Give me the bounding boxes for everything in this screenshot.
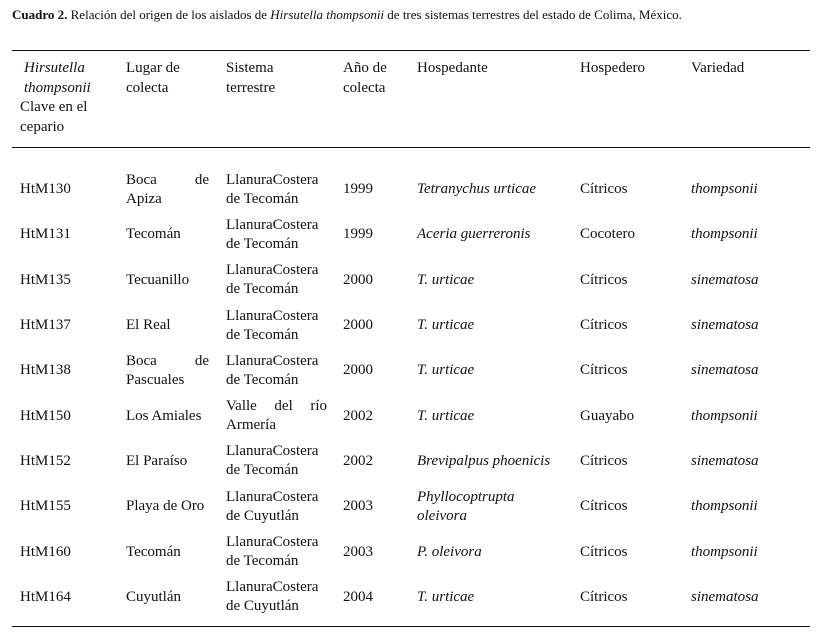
cell-hospedero: [580, 393, 634, 438]
cell-anio-text: 1999: [343, 181, 373, 198]
cell-variedad-text: thompsonii: [691, 407, 758, 424]
cell-clave: [20, 348, 71, 393]
caption-text-end: de tres sistemas terrestres del estado de Colima, México.: [384, 7, 682, 22]
cell-anio-text: 2003: [343, 543, 373, 560]
cell-anio: [343, 439, 373, 484]
cell-sistema-text: LlanuraCostera de Tecomán: [226, 352, 319, 388]
table-row: [0, 303, 822, 348]
cell-sistema-text: LlanuraCostera de Tecomán: [226, 216, 319, 252]
cell-lugar: [126, 258, 209, 303]
cell-anio: [343, 258, 373, 303]
cell-hospedante-text: Phyllocoptrupta oleivora: [417, 488, 515, 524]
cell-sistema: [226, 439, 327, 484]
cell-variedad: [691, 575, 759, 620]
bottom-rule: [12, 626, 810, 627]
cell-hospedero-text: Cítricos: [580, 317, 628, 334]
cell-hospedero-text: Guayabo: [580, 407, 635, 424]
cell-anio: [343, 529, 373, 574]
cell-clave-text: HtM131: [20, 226, 71, 243]
cell-lugar: [126, 167, 209, 212]
cell-hospedero-text: Cítricos: [580, 362, 628, 379]
cell-hospedero: [580, 212, 635, 257]
cell-sistema: [226, 529, 327, 574]
cell-hospedante-text: Aceria guerreronis: [417, 226, 531, 243]
cell-variedad-text: sinematosa: [691, 362, 759, 379]
table-row: [0, 439, 822, 484]
cell-hospedero: [580, 529, 628, 574]
cell-sistema: [226, 167, 327, 212]
cell-lugar-text: El Real: [126, 317, 171, 334]
cell-sistema-text: LlanuraCostera de Cuyutlán: [226, 579, 319, 615]
cell-lugar: [126, 348, 209, 393]
cell-clave-text: HtM137: [20, 317, 71, 334]
cell-variedad: [691, 439, 759, 484]
cell-hospedero-text: Cítricos: [580, 181, 628, 198]
cell-anio: [343, 303, 373, 348]
caption-text: Relación del origen de los aislados de: [67, 7, 271, 22]
cell-hospedante-text: T. urticae: [417, 271, 475, 288]
cell-hospedero-text: Cítricos: [580, 271, 628, 288]
cell-hospedante-text: Tetranychus urticae: [417, 181, 537, 198]
cell-sistema: [226, 484, 327, 529]
table-row: [0, 575, 822, 620]
cell-clave-text: HtM164: [20, 588, 71, 605]
header-clave-text: Clave en el cepario: [20, 99, 88, 135]
cell-anio: [343, 167, 373, 212]
cell-sistema: [226, 303, 327, 348]
cell-hospedero-text: Cítricos: [580, 588, 628, 605]
table-row: [0, 393, 822, 438]
cell-hospedero-text: Cítricos: [580, 498, 628, 515]
cell-clave: [20, 258, 71, 303]
cell-clave-text: HtM135: [20, 271, 71, 288]
cell-anio-text: 2002: [343, 452, 373, 469]
cell-anio-text: 2003: [343, 498, 373, 515]
caption-label: Cuadro 2.: [12, 7, 68, 22]
cell-clave: [20, 439, 71, 484]
cell-anio: [343, 575, 373, 620]
cell-hospedante: [417, 167, 567, 212]
cell-sistema-text: LlanuraCostera de Cuyutlán: [226, 488, 319, 524]
cell-sistema-text: LlanuraCostera de Tecomán: [226, 307, 319, 343]
cell-hospedante: [417, 529, 567, 574]
cell-hospedante: [417, 393, 567, 438]
cell-variedad-text: thompsonii: [691, 498, 758, 515]
table-row: [0, 484, 822, 529]
header-variedad: Variedad: [691, 60, 745, 76]
cell-lugar: [126, 303, 209, 348]
cell-sistema: [226, 212, 327, 257]
cell-anio: [343, 393, 373, 438]
cell-hospedante-text: Brevipalpus phoenicis: [417, 452, 551, 469]
header-sistema: Sistema terrestre: [226, 60, 276, 96]
cell-sistema: [226, 348, 327, 393]
cell-clave: [20, 212, 71, 257]
cell-lugar-text: El Paraíso: [126, 452, 188, 469]
cell-lugar-text: Tecomán: [126, 226, 181, 243]
cell-lugar-text: Cuyutlán: [126, 588, 181, 605]
caption-species: Hirsutella thompsonii: [270, 7, 385, 22]
cell-anio-text: 2000: [343, 271, 373, 288]
cell-sistema: [226, 575, 327, 620]
cell-anio-text: 2000: [343, 317, 373, 334]
cell-clave-text: HtM150: [20, 407, 71, 424]
cell-hospedante: [417, 439, 567, 484]
cell-anio: [343, 348, 373, 393]
cell-variedad: [691, 348, 759, 393]
cell-hospedante-text: T. urticae: [417, 362, 475, 379]
table-row: [0, 212, 822, 257]
cell-clave-text: HtM155: [20, 498, 71, 515]
cell-hospedante: [417, 575, 567, 620]
cell-clave: [20, 393, 71, 438]
cell-variedad: [691, 258, 759, 303]
cell-sistema: [226, 258, 327, 303]
cell-variedad-text: thompsonii: [691, 226, 758, 243]
cell-hospedero: [580, 484, 628, 529]
cell-variedad-text: sinematosa: [691, 588, 759, 605]
header-anio: Año de colecta: [343, 60, 387, 96]
cell-variedad: [691, 212, 758, 257]
cell-hospedero: [580, 439, 628, 484]
cell-lugar-text: Tecuanillo: [126, 271, 190, 288]
cell-clave: [20, 575, 71, 620]
cell-clave: [20, 529, 71, 574]
cell-anio-text: 2000: [343, 362, 373, 379]
cell-sistema-text: LlanuraCostera de Tecomán: [226, 262, 319, 298]
cell-lugar-text: Tecomán: [126, 543, 181, 560]
cell-hospedante-text: T. urticae: [417, 317, 475, 334]
cell-clave-text: HtM152: [20, 452, 71, 469]
cell-clave-text: HtM160: [20, 543, 71, 560]
cell-sistema: [226, 393, 327, 438]
cell-variedad: [691, 167, 758, 212]
cell-hospedante-text: T. urticae: [417, 407, 475, 424]
cell-hospedero: [580, 575, 628, 620]
cell-hospedante: [417, 212, 567, 257]
cell-lugar: [126, 439, 209, 484]
cell-variedad: [691, 393, 758, 438]
cell-anio-text: 1999: [343, 226, 373, 243]
cell-hospedante: [417, 484, 567, 529]
cell-lugar-text: Boca de Pascuales: [126, 352, 209, 388]
table-caption: [12, 7, 682, 23]
cell-lugar: [126, 529, 209, 574]
cell-variedad-text: sinematosa: [691, 317, 759, 334]
table-body: [0, 167, 822, 620]
cell-clave: [20, 484, 71, 529]
cell-sistema-text: LlanuraCostera de Tecomán: [226, 171, 319, 207]
cell-hospedante: [417, 258, 567, 303]
cell-anio-text: 2004: [343, 588, 373, 605]
cell-hospedante-text: P. oleivora: [417, 543, 482, 560]
header-hospedero: Hospedero: [580, 60, 645, 76]
cell-hospedero: [580, 348, 628, 393]
header-clave-species: Hirsutella thompsonii: [24, 60, 91, 96]
cell-clave-text: HtM138: [20, 362, 71, 379]
header-rule: [12, 147, 810, 148]
cell-clave: [20, 167, 71, 212]
cell-lugar: [126, 575, 209, 620]
cell-lugar: [126, 212, 209, 257]
cell-hospedero: [580, 303, 628, 348]
cell-lugar-text: Playa de Oro: [126, 498, 205, 515]
cell-sistema-text: Valle del río Armería: [226, 398, 327, 434]
top-rule: [12, 50, 810, 51]
cell-hospedero: [580, 258, 628, 303]
cell-lugar: [126, 484, 209, 529]
table-row: [0, 258, 822, 303]
cell-hospedante: [417, 303, 567, 348]
cell-hospedante-text: T. urticae: [417, 588, 475, 605]
table-row: [0, 167, 822, 212]
cell-hospedante: [417, 348, 567, 393]
cell-hospedero-text: Cocotero: [580, 226, 635, 243]
cell-anio-text: 2002: [343, 407, 373, 424]
cell-clave-text: HtM130: [20, 181, 71, 198]
cell-lugar-text: Los Amiales: [126, 407, 202, 424]
cell-variedad: [691, 484, 758, 529]
cell-hospedero-text: Cítricos: [580, 543, 628, 560]
cell-anio: [343, 212, 373, 257]
cell-lugar: [126, 393, 209, 438]
cell-variedad: [691, 529, 758, 574]
cell-hospedero-text: Cítricos: [580, 452, 628, 469]
cell-anio: [343, 484, 373, 529]
cell-clave: [20, 303, 71, 348]
table-row: [0, 348, 822, 393]
cell-sistema-text: LlanuraCostera de Tecomán: [226, 443, 319, 479]
cell-variedad: [691, 303, 759, 348]
header-clave: [20, 59, 102, 137]
cell-variedad-text: sinematosa: [691, 271, 759, 288]
cell-variedad-text: thompsonii: [691, 543, 758, 560]
cell-sistema-text: LlanuraCostera de Tecomán: [226, 534, 319, 570]
header-lugar: Lugar de colecta: [126, 60, 180, 96]
cell-variedad-text: thompsonii: [691, 181, 758, 198]
cell-lugar-text: Boca de Apiza: [126, 171, 209, 207]
cell-variedad-text: sinematosa: [691, 452, 759, 469]
table-row: [0, 529, 822, 574]
cell-hospedero: [580, 167, 628, 212]
header-hospedante: Hospedante: [417, 60, 488, 76]
